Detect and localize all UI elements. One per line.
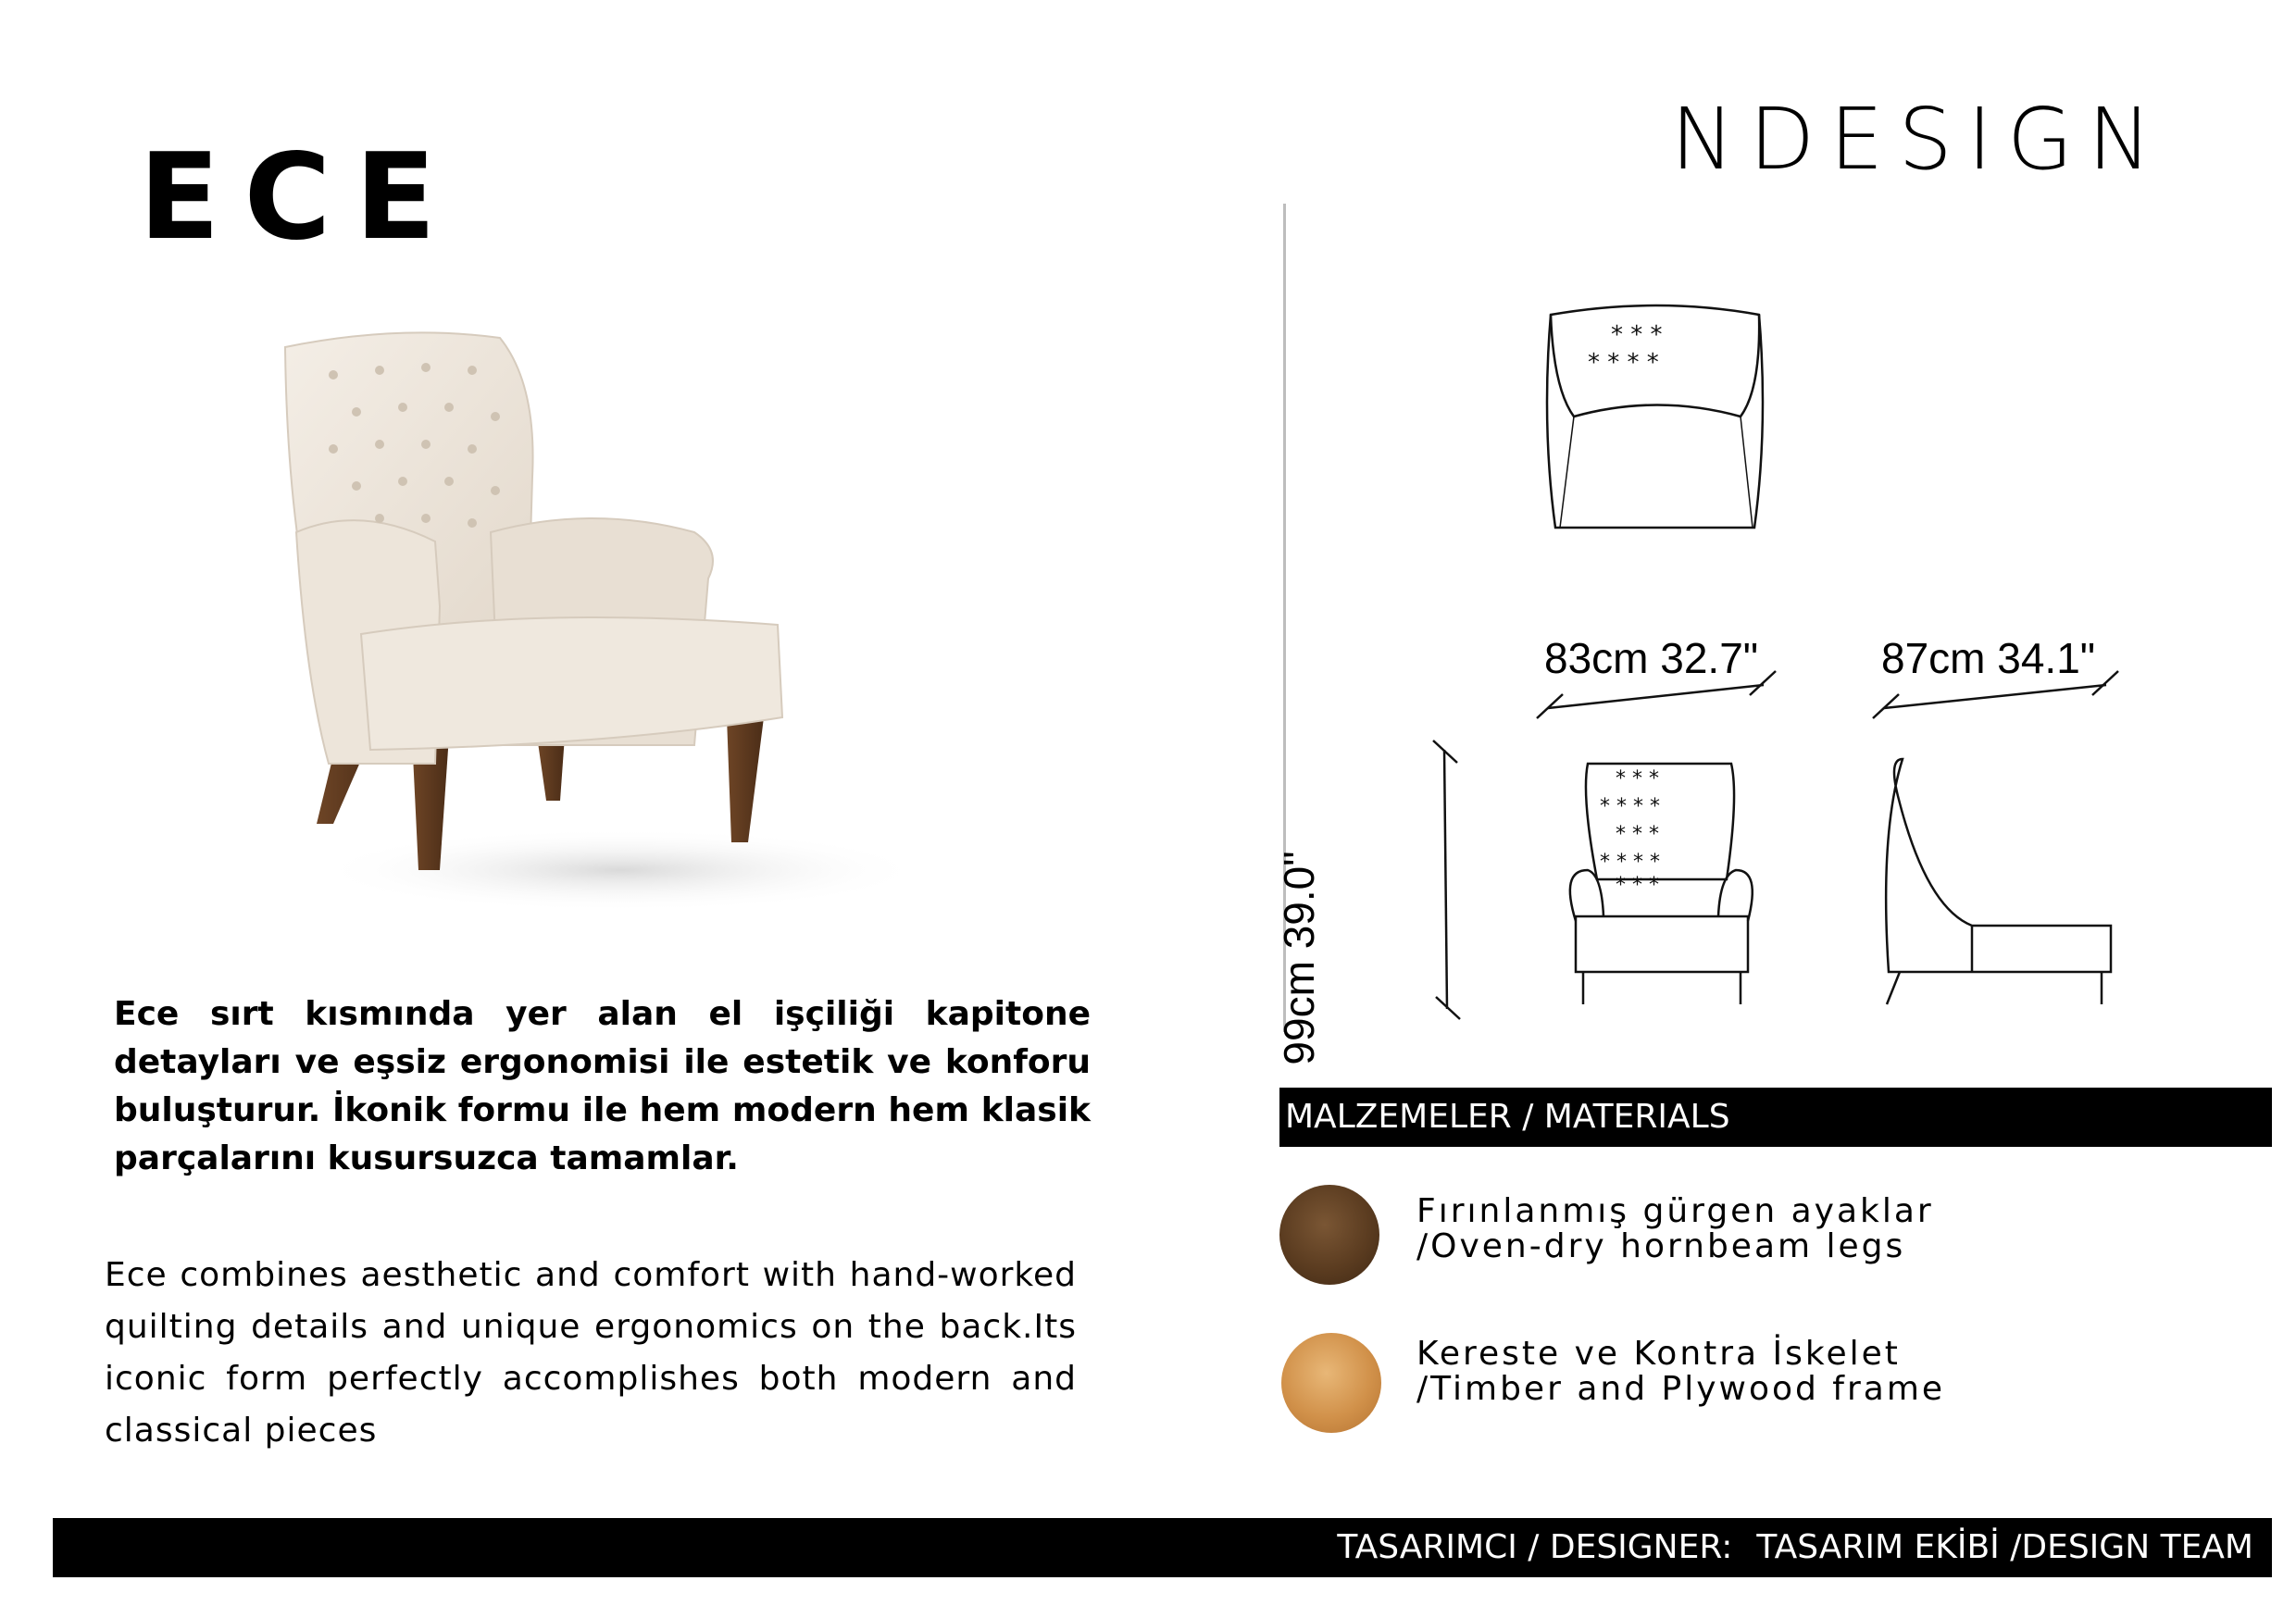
materials-heading: MALZEMELER / MATERIALS bbox=[1279, 1088, 2272, 1147]
svg-text:* * * *: * * * * bbox=[1600, 851, 1660, 874]
material-item-frame bbox=[1416, 1337, 1945, 1407]
svg-text:* * * *: * * * * bbox=[1588, 349, 1659, 377]
hornbeam-wood-swatch bbox=[1279, 1185, 1379, 1285]
material-item-label: Fırınlanmış gürgen ayaklar bbox=[1416, 1192, 1934, 1230]
material-item-label: /Timber and Plywood frame bbox=[1416, 1370, 1946, 1408]
depth-dimension: 87cm 34.1" bbox=[1881, 634, 2096, 682]
height-dimension: 99cm 39.0" bbox=[1275, 851, 1323, 1065]
svg-text:* * *: * * * bbox=[1611, 321, 1663, 349]
svg-text:* * * *: * * * * bbox=[1600, 795, 1660, 818]
material-item-legs bbox=[1416, 1194, 1934, 1264]
brand-logo: NDESIGN bbox=[1670, 90, 2166, 189]
designer-footer bbox=[53, 1518, 2272, 1577]
material-item-label: Kereste ve Kontra İskelet bbox=[1416, 1335, 1901, 1373]
designer-value: TASARIM EKİBİ /DESIGN TEAM bbox=[1756, 1528, 2253, 1566]
material-item-label: /Oven-dry hornbeam legs bbox=[1416, 1227, 1906, 1265]
side-view-drawing bbox=[1886, 759, 2111, 1004]
timber-plywood-swatch bbox=[1281, 1333, 1381, 1433]
svg-text:* * *: * * * bbox=[1616, 874, 1659, 897]
svg-text:* * *: * * * bbox=[1616, 823, 1659, 846]
description-english: Ece combines aesthetic and comfort with hand-worked quilting details and unique ergonomics on the back.Its iconic form perfectly accomplishes both modern and classical pieces bbox=[105, 1256, 1077, 1450]
description-turkish: Ece sırt kısmında yer alan el işçiliği kapitone detayları ve eşsiz ergonomisi ile estetik ve konforu buluşturur. İkonik formu ile hem modern hem klasik parçalarını kusursuzca tamamlar. bbox=[114, 995, 1091, 1177]
armchair-photo bbox=[259, 329, 926, 921]
width-dimension: 83cm 32.7" bbox=[1544, 634, 1759, 682]
product-title: ECE bbox=[139, 129, 460, 267]
top-view-drawing bbox=[1547, 305, 1763, 528]
front-view-drawing bbox=[1570, 764, 1753, 1004]
designer-label: TASARIMCI / DESIGNER: bbox=[1337, 1528, 1733, 1566]
svg-text:* * *: * * * bbox=[1616, 767, 1659, 790]
